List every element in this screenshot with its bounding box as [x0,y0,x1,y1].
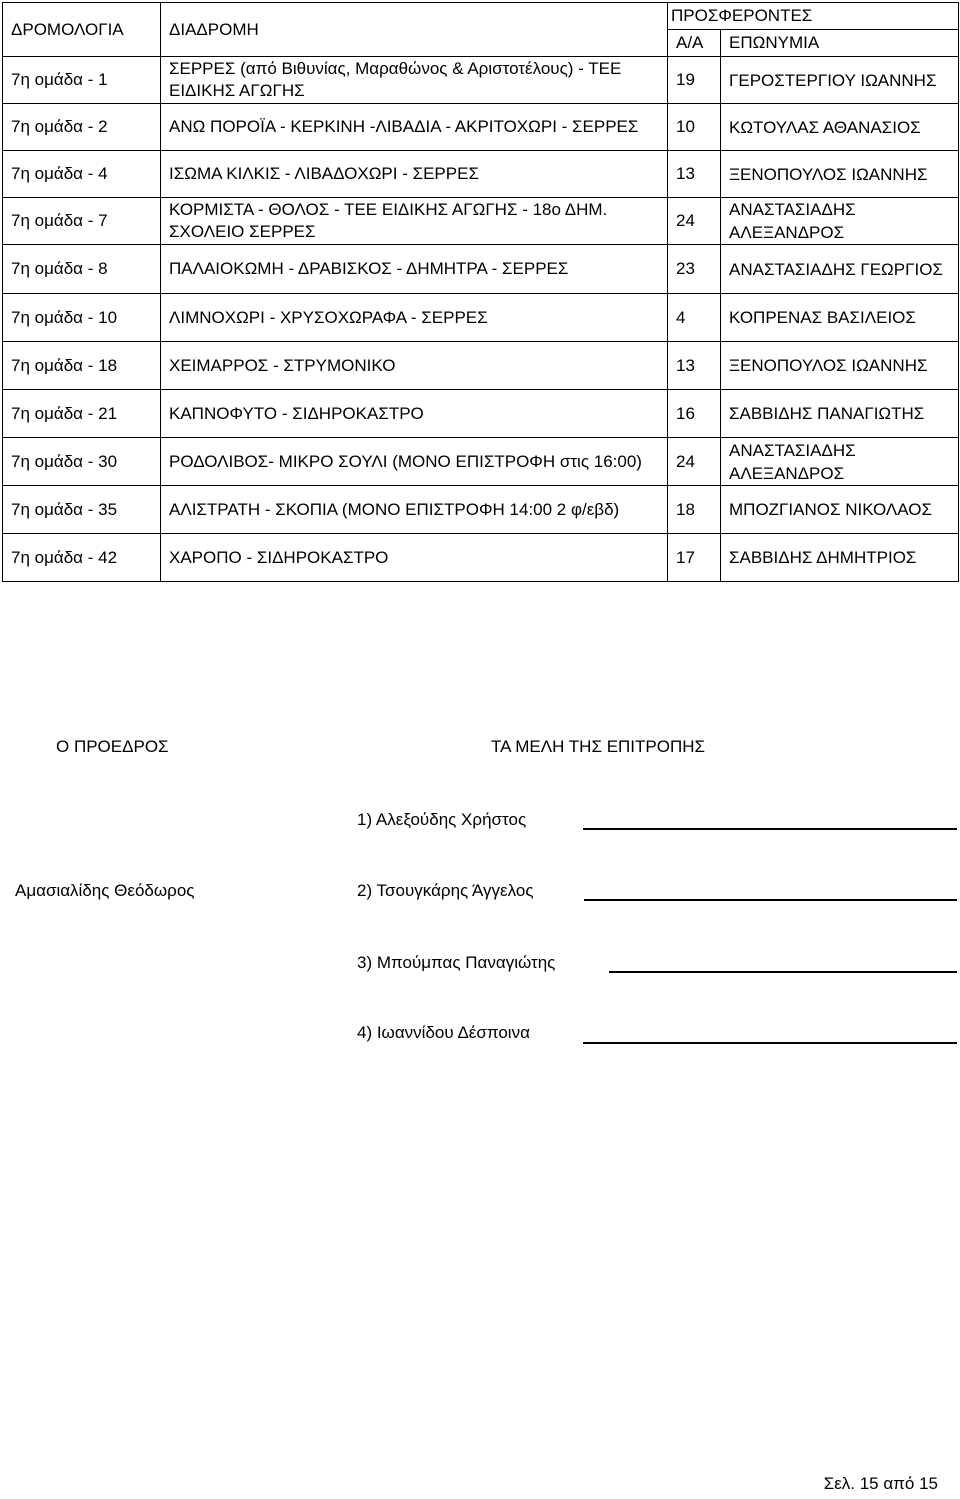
member-3: 3) Μπούμπας Παναγιώτης [357,953,556,972]
name-cell: ΣΑΒΒΙΔΗΣ ΔΗΜΗΤΡΙΟΣ [721,534,959,582]
aa-cell: 18 [668,486,721,534]
name-cell: ΓΕΡΟΣΤΕΡΓΙΟΥ ΙΩΑΝΝΗΣ [721,57,959,104]
name-cell: ΣΑΒΒΙΔΗΣ ΠΑΝΑΓΙΩΤΗΣ [721,390,959,438]
name-cell: ΞΕΝΟΠΟΥΛΟΣ ΙΩΑΝΝΗΣ [721,342,959,390]
header-route: ΔΡΟΜΟΛΟΓΙΑ [3,3,161,57]
aa-cell: 13 [668,342,721,390]
path-cell: ΛΙΜΝΟΧΩΡΙ - ΧΡΥΣΟΧΩΡΑΦΑ - ΣΕΡΡΕΣ [161,294,668,342]
route-cell: 7η ομάδα - 7 [3,198,161,245]
header-offerers: ΠΡΟΣΦΕΡΟΝΤΕΣ [668,3,959,30]
name-cell: ΑΝΑΣΤΑΣΙΑΔΗΣ ΑΛΕΞΑΝΔΡΟΣ [721,198,959,245]
aa-cell: 24 [668,438,721,486]
header-aa: Α/Α [668,30,721,57]
path-cell: ΙΣΩΜΑ ΚΙΛΚΙΣ - ΛΙΒΑΔΟΧΩΡΙ - ΣΕΡΡΕΣ [161,151,668,198]
table-row [3,486,959,534]
route-cell: 7η ομάδα - 2 [3,104,161,151]
member-4: 4) Ιωαννίδου Δέσποινα [357,1023,530,1042]
path-cell: ΑΝΩ ΠΟΡΟΪΑ - ΚΕΡΚΙΝΗ -ΛΙΒΑΔΙΑ - ΑΚΡΙΤΟΧΩΡΙ - ΣΕΡΡΕΣ [161,104,668,151]
header-name: ΕΠΩΝΥΜΙΑ [721,30,959,57]
name-cell: ΜΠΟΖΓΙΑΝΟΣ ΝΙΚΟΛΑΟΣ [721,486,959,534]
route-cell: 7η ομάδα - 35 [3,486,161,534]
committee-label: ΤΑ ΜΕΛΗ ΤΗΣ ΕΠΙΤΡΟΠΗΣ [491,737,706,756]
route-cell: 7η ομάδα - 42 [3,534,161,582]
route-cell: 7η ομάδα - 1 [3,57,161,104]
table-row [3,294,959,342]
route-cell: 7η ομάδα - 21 [3,390,161,438]
route-cell: 7η ομάδα - 18 [3,342,161,390]
header-path: ΔΙΑΔΡΟΜΗ [161,3,668,57]
name-cell: ΑΝΑΣΤΑΣΙΑΔΗΣ ΑΛΕΞΑΝΔΡΟΣ [721,438,959,486]
member-3-signature-line [609,971,957,973]
aa-cell: 23 [668,245,721,294]
route-cell: 7η ομάδα - 8 [3,245,161,294]
name-cell: ΞΕΝΟΠΟΥΛΟΣ ΙΩΑΝΝΗΣ [721,151,959,198]
table-row [3,198,959,245]
path-cell: ΧΕΙΜΑΡΡΟΣ - ΣΤΡΥΜΟΝΙΚΟ [161,342,668,390]
aa-cell: 10 [668,104,721,151]
president-name: Αμασιαλίδης Θεόδωρος [15,881,195,900]
route-cell: 7η ομάδα - 30 [3,438,161,486]
table-row [3,104,959,151]
route-cell: 7η ομάδα - 4 [3,151,161,198]
member-2-signature-line [584,899,957,901]
path-cell: ΚΑΠΝΟΦΥΤΟ - ΣΙΔΗΡΟΚΑΣΤΡΟ [161,390,668,438]
aa-cell: 17 [668,534,721,582]
path-cell: ΣΕΡΡΕΣ (από Βιθυνίας, Μαραθώνος & Αριστοτέλους) - ΤΕΕ ΕΙΔΙΚΗΣ ΑΓΩΓΗΣ [161,57,668,104]
path-cell: ΠΑΛΑΙΟΚΩΜΗ - ΔΡΑΒΙΣΚΟΣ - ΔΗΜΗΤΡΑ - ΣΕΡΡΕΣ [161,245,668,294]
table-row [3,245,959,294]
member-2: 2) Τσουγκάρης Άγγελος [357,881,534,900]
path-cell: ΑΛΙΣΤΡΑΤΗ - ΣΚΟΠΙΑ (ΜΟΝΟ ΕΠΙΣΤΡΟΦΗ 14:00 2 φ/εβδ) [161,486,668,534]
name-cell: ΑΝΑΣΤΑΣΙΑΔΗΣ ΓΕΩΡΓΙΟΣ [721,245,959,294]
aa-cell: 16 [668,390,721,438]
path-cell: ΚΟΡΜΙΣΤΑ - ΘΟΛΟΣ - ΤΕΕ ΕΙΔΙΚΗΣ ΑΓΩΓΗΣ - 18ο ΔΗΜ. ΣΧΟΛΕΙΟ ΣΕΡΡΕΣ [161,198,668,245]
aa-cell: 4 [668,294,721,342]
table-row [3,534,959,582]
table-row [3,342,959,390]
routes-table [2,2,959,582]
table-row [3,151,959,198]
aa-cell: 24 [668,198,721,245]
member-1-signature-line [583,828,957,830]
page-number: Σελ. 15 από 15 [823,1474,938,1493]
header-row [3,3,959,30]
table-row [3,390,959,438]
aa-cell: 19 [668,57,721,104]
name-cell: ΚΩΤΟΥΛΑΣ ΑΘΑΝΑΣΙΟΣ [721,104,959,151]
path-cell: ΧΑΡΟΠΟ - ΣΙΔΗΡΟΚΑΣΤΡΟ [161,534,668,582]
route-cell: 7η ομάδα - 10 [3,294,161,342]
member-4-signature-line [583,1042,957,1044]
table-row [3,438,959,486]
aa-cell: 13 [668,151,721,198]
member-1: 1) Αλεξούδης Χρήστος [357,810,527,829]
table-row [3,57,959,104]
president-label: Ο ΠΡΟΕΔΡΟΣ [56,737,169,756]
name-cell: ΚΟΠΡΕΝΑΣ ΒΑΣΙΛΕΙΟΣ [721,294,959,342]
path-cell: ΡΟΔΟΛΙΒΟΣ- ΜΙΚΡΟ ΣΟΥΛΙ (ΜΟΝΟ ΕΠΙΣΤΡΟΦΗ στις 16:00) [161,438,668,486]
